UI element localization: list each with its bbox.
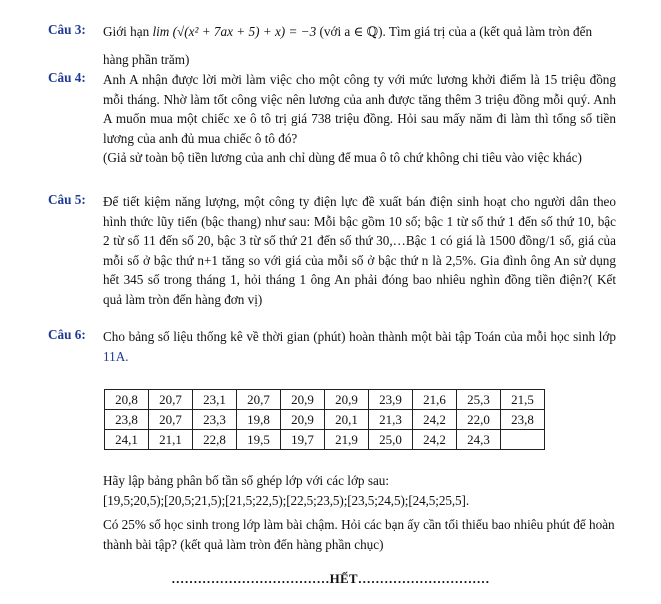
table-cell: 20,9 [281,390,325,410]
table-cell: 20,9 [281,410,325,430]
question-6-text [103,327,616,366]
question-6-intro: Cho bảng số liệu thống kê về thời gian (phút) hoàn thành một bài tập Toán của mỗi học sinh lớp [103,329,616,344]
question-3-line1 [103,22,616,42]
table-row [105,390,545,410]
table-cell: 20,7 [149,410,193,430]
question-4-body [103,70,616,168]
question-6-label: Câu 6: [48,327,86,342]
table-cell: 19,5 [237,430,281,450]
table-cell: 23,3 [193,410,237,430]
table-cell: 24,2 [413,410,457,430]
class-name: 11A [103,348,126,364]
question-4-text: Anh A nhận được lời mời làm việc cho một công ty với mức lương khởi điểm là 15 triệu đồng mỗi tháng. Nhờ làm tốt công việc nên lương của anh được tăng thêm 3 triệu đồng mỗi quý. Anh A muốn mua một chiếc xe ô tô trị giá 738 triệu đồng. Hỏi sau mấy năm đi làm thì tổng số tiền lương của anh đủ mua chiếc ô tô đó? [103,72,616,146]
table-cell: 21,1 [149,430,193,450]
table-row [105,410,545,430]
table-cell [501,430,545,450]
table-cell: 19,8 [237,410,281,430]
question-3-mid: (với a ∈ ℚ). Tìm giá trị của a (kết quả làm tròn đến [316,24,593,39]
question-4-note: (Giả sử toàn bộ tiền lương của anh chỉ dùng để mua ô tô chứ không chi tiêu vào việc khác) [103,150,582,165]
question-3-label: Câu 3: [48,22,86,37]
table-cell: 23,8 [105,410,149,430]
table-cell: 23,9 [369,390,413,410]
table-cell: 24,1 [105,430,149,450]
question-3-limit: lim (√(x² + 7ax + 5) + x) = −3 [152,24,317,39]
table-cell: 25,0 [369,430,413,450]
table-cell: 24,2 [413,430,457,450]
table-cell: 19,7 [281,430,325,450]
question-5-body [103,192,616,309]
table-cell: 21,9 [325,430,369,450]
table-cell: 22,8 [193,430,237,450]
question-4-label: Câu 4: [48,70,86,85]
table-cell: 21,6 [413,390,457,410]
question-3-cont: hàng phần trăm) [103,51,190,67]
question-5-text: Để tiết kiệm năng lượng, một công ty điện lực đề xuất bán điện sinh hoạt cho người dân theo hình thức lũy tiến (bậc thang) như sau: Mỗi bậc gồm 10 số; bậc 1 từ số thứ 1 đến số thứ 10, bậc 2 từ số 11 đến số 20, bậc 3 từ số thứ 21 đến số thứ 30,…Bậc 1 có giá là 1500 đồng/1 số, giá của mỗi số ở bậc thứ n+1 tăng so với giá của mỗi số ở bậc thứ n là 2,5%. Gia đình ông An sử dụng hết 345 số trong tháng 1, hỏi tháng 1 ông An phải đóng bao nhiêu nghìn đồng tiền điện?( Kết quả làm tròn đến hàng đơn vị) [103,194,616,307]
question-6-tail: . [125,348,129,364]
table-cell: 22,0 [457,410,501,430]
table-cell: 20,7 [237,390,281,410]
table-cell: 21,3 [369,410,413,430]
table-cell: 23,1 [193,390,237,410]
table-cell: 20,8 [105,390,149,410]
data-table [104,389,545,450]
end-marker: ………………………………HẾT………………………… [171,571,490,586]
table-cell: 25,3 [457,390,501,410]
table-cell: 20,1 [325,410,369,430]
question-6-question: Có 25% số học sinh trong lớp làm bài chậm. Hỏi các bạn ấy cần tối thiểu bao nhiêu phút để hoàn thành bài tập? (kết quả làm tròn đến hàng phần chục) [103,517,615,552]
table-cell: 23,8 [501,410,545,430]
table-cell: 21,5 [501,390,545,410]
question-6-body [103,327,616,366]
question-3-pre: Giới hạn [103,24,153,39]
table-cell: 20,9 [325,390,369,410]
question-5-label: Câu 5: [48,192,86,207]
question-3-body [103,22,616,69]
class-intervals: [19,5;20,5);[20,5;21,5);[21,5;22,5);[22,5;23,5);[23,5;24,5);[24,5;25,5]. [103,493,470,508]
question-6-instruction: Hãy lập bảng phân bố tần số ghép lớp với các lớp sau: [103,473,390,488]
table-cell: 20,7 [149,390,193,410]
table-row [105,430,545,450]
table-cell: 24,3 [457,430,501,450]
